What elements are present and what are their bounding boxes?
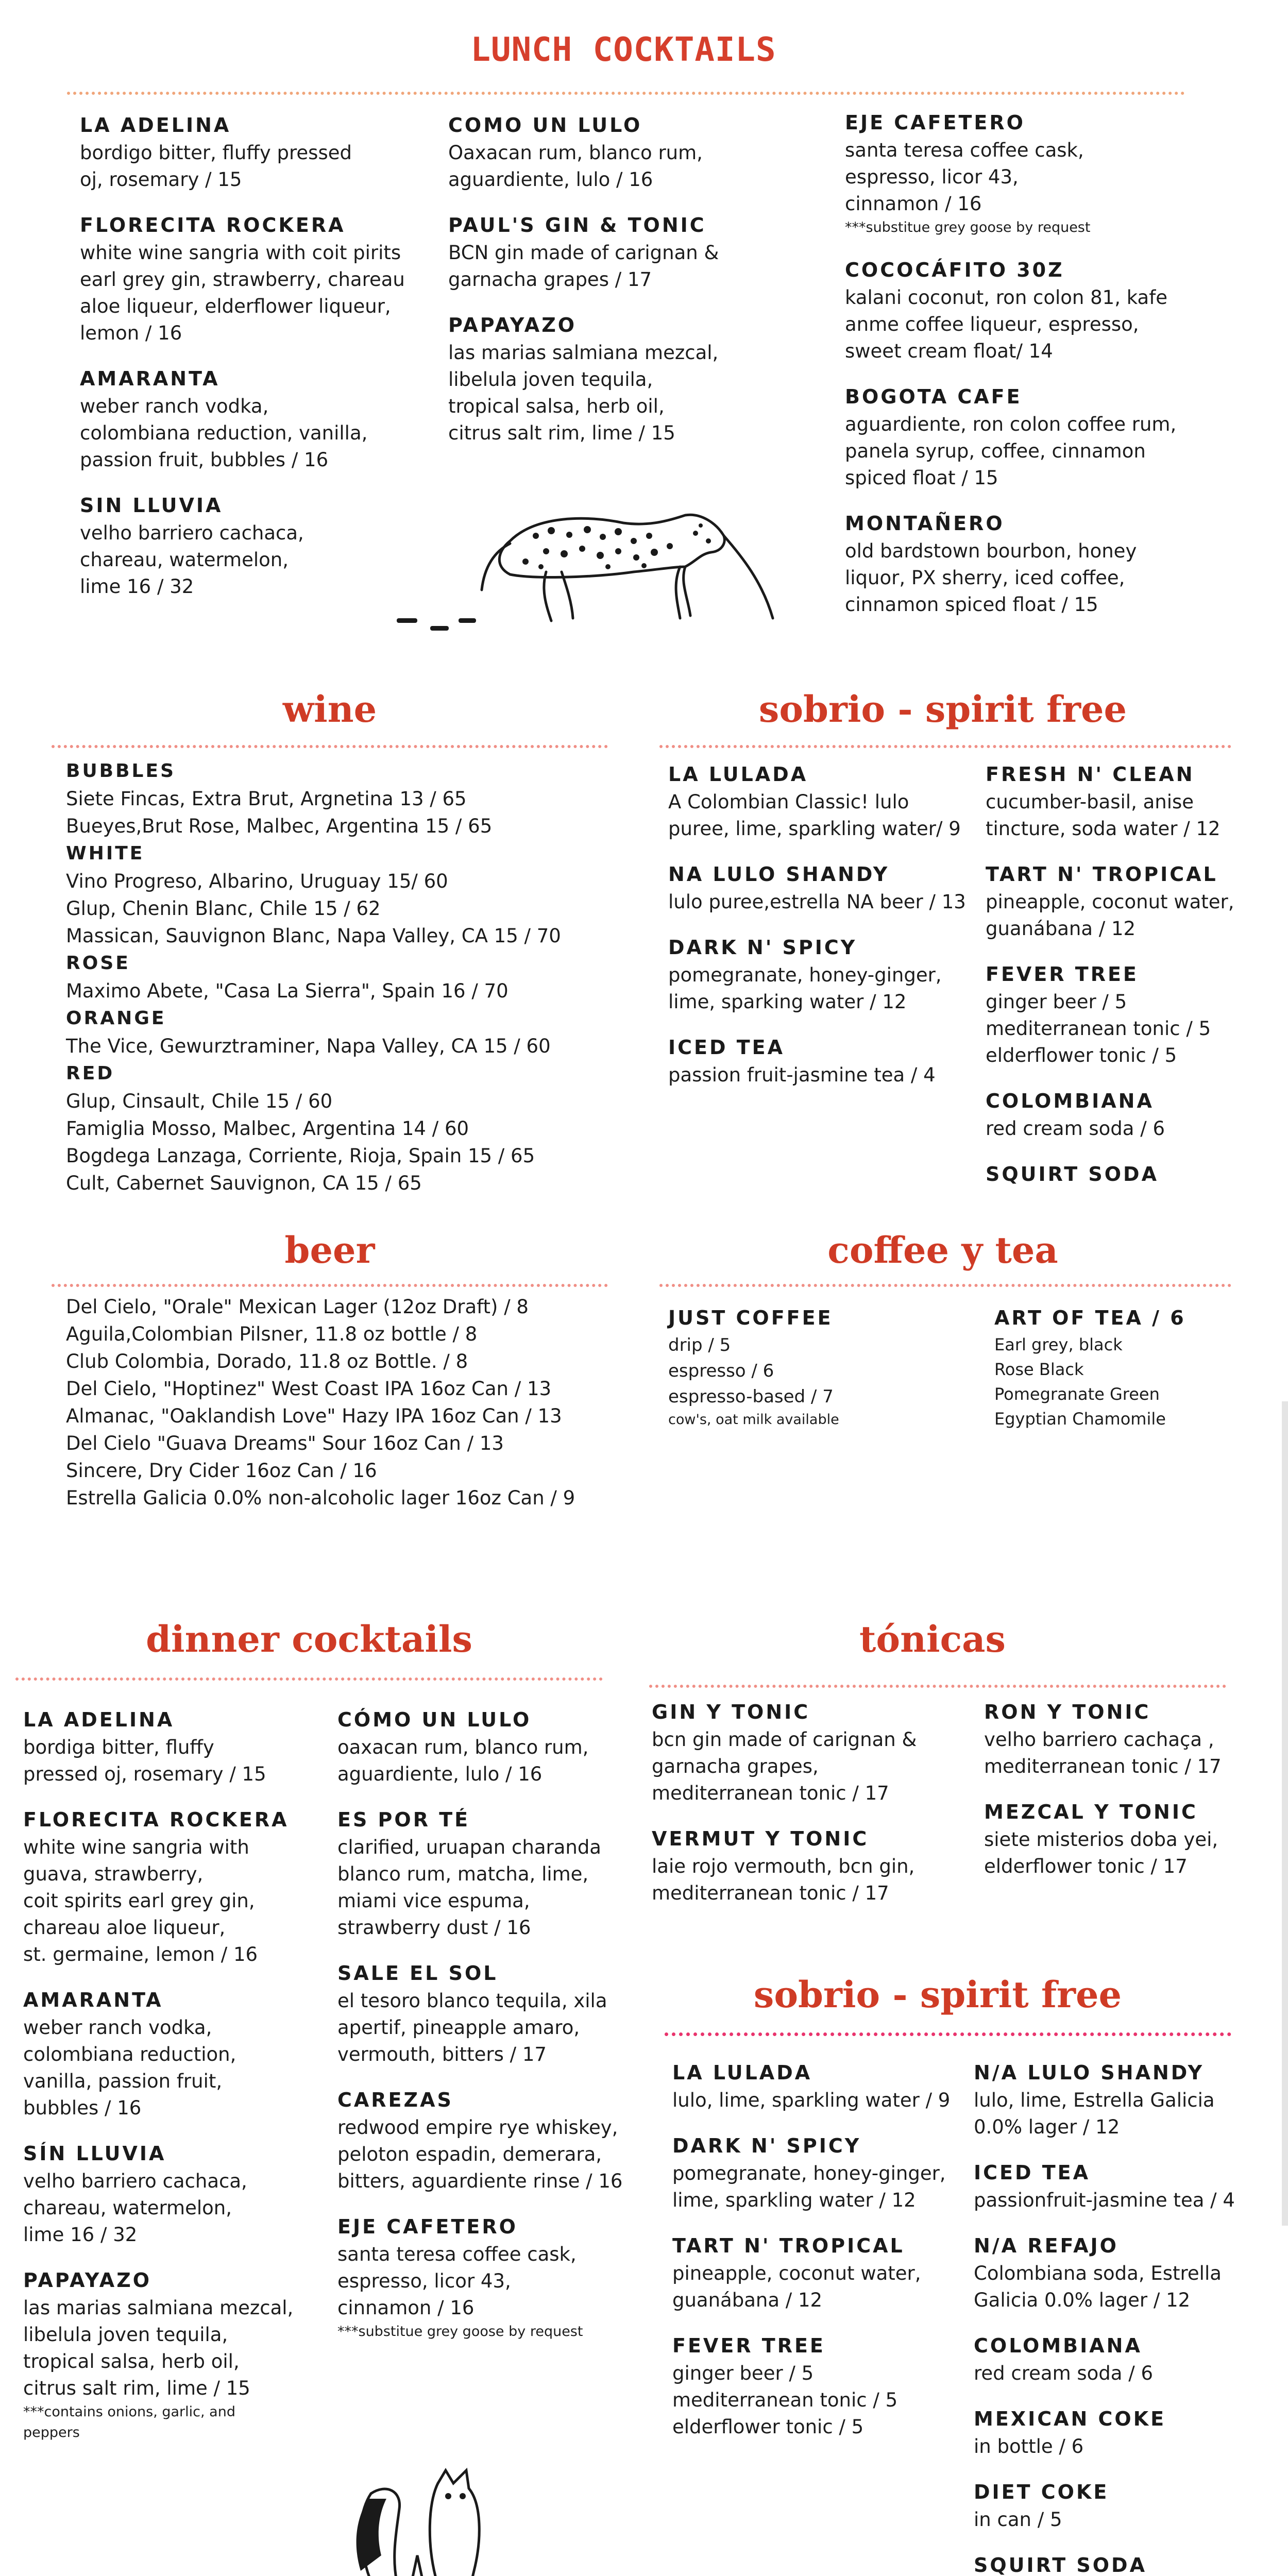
menu-item-n-a-refajo <box>974 2231 1262 2314</box>
menu-item-dark-n-spicy <box>672 2131 981 2214</box>
item-description: aguardiente, ron colon coffee rum, panela syrup, coffee, cinnamon spiced float / 15 <box>845 413 1177 489</box>
item-description: velho barriero cachaca, chareau, watermelon, lime 16 / 32 <box>23 2170 247 2246</box>
wine-divider-1 <box>52 745 608 748</box>
tonicas-col-2 <box>984 1698 1273 1897</box>
wine-line: The Vice, Gewurztraminer, Napa Valley, CA 15 / 60 <box>66 1035 551 1057</box>
item-description: lulo, lime, sparkling water / 9 <box>672 2089 951 2111</box>
item-name: EJE CAFETERO <box>845 111 1025 134</box>
item-name: FRESH N' CLEAN <box>986 763 1195 786</box>
menu-item-colombiana <box>986 1087 1253 1142</box>
menu-item-gin-y-tonic <box>652 1698 981 1807</box>
item-name: VERMUT Y TONIC <box>652 1827 869 1850</box>
menu-item-eje-cafetero <box>337 2212 657 2342</box>
menu-item-vermut-y-tonic <box>652 1824 981 1907</box>
item-name: CÓMO UN LULO <box>337 1708 532 1731</box>
item-name: SQUIRT SODA <box>974 2554 1147 2576</box>
wine-category: ORANGE <box>66 1008 166 1029</box>
lunch-divider <box>67 92 1185 95</box>
item-name: N/A REFAJO <box>974 2234 1118 2257</box>
item-description: santa teresa coffee cask, espresso, licor 43, cinnamon / 16 <box>337 2243 577 2319</box>
dinner-col-1 <box>23 1705 343 2461</box>
menu-item-florecita-rockera <box>80 211 430 347</box>
item-description: white wine sangria with guava, strawberry, coit spirits earl grey gin, chareau aloe liqueur, st. germaine, lemon / 16 <box>23 1836 258 1965</box>
item-description: siete misterios doba yei, elderflower tonic / 17 <box>984 1828 1218 1877</box>
coffee-divider <box>659 1284 1231 1287</box>
tonicas-title: tónicas <box>859 1618 1006 1660</box>
item-name: ES POR TÉ <box>337 1808 470 1831</box>
menu-item-c-mo-un-lulo <box>337 1705 657 1788</box>
item-name: FEVER TREE <box>672 2334 825 2357</box>
item-description: kalani coconut, ron colon 81, kafe anme coffee liqueur, espresso, sweet cream float/ 14 <box>845 286 1167 362</box>
menu-item-fever-tree <box>672 2331 981 2441</box>
item-name: AMARANTA <box>80 367 220 390</box>
menu-item-como-un-lulo <box>448 111 819 193</box>
item-description: bcn gin made of carignan & garnacha grapes, mediterranean tonic / 17 <box>652 1728 917 1804</box>
item-name: PAPAYAZO <box>23 2269 152 2292</box>
item-description: velho barriero cachaça , mediterranean tonic / 17 <box>984 1728 1222 1777</box>
wine-title-1: wine <box>282 688 377 731</box>
item-name: LA ADELINA <box>80 114 231 137</box>
item-description: lulo puree,estrella NA beer / 13 <box>668 891 966 913</box>
menu-item-na-lulo-shandy <box>668 860 988 916</box>
item-name: DARK N' SPICY <box>668 936 857 959</box>
item-description: white wine sangria with coit pirits earl grey gin, strawberry, chareau aloe liqueur, elderflower liqueur, lemon / 16 <box>80 242 405 344</box>
coffee-col-1 <box>668 1303 988 1430</box>
item-name: SÍN LLUVIA <box>23 2142 166 2165</box>
page-edge-shadow <box>1282 1401 1288 2226</box>
menu-item-la-lulada <box>668 760 988 842</box>
menu-item-dark-n-spicy <box>668 933 988 1015</box>
item-description: Oaxacan rum, blanco rum, aguardiente, lulo / 16 <box>448 142 703 191</box>
item-note: ***contains onions, garlic, and peppers <box>23 2404 235 2441</box>
item-name: DIET COKE <box>974 2481 1109 2503</box>
item-name: SQUIRT SODA <box>986 1163 1159 1185</box>
lunch-title: LUNCH COCKTAILS <box>470 31 776 69</box>
item-name: GIN Y TONIC <box>652 1701 810 1723</box>
coffee-desc: drip / 5 espresso / 6 espresso-based / 7 <box>668 1335 834 1407</box>
item-description: el tesoro blanco tequila, xila apertif, pineapple amaro, vermouth, bitters / 17 <box>337 1990 607 2065</box>
dinner-title: dinner cocktails <box>146 1618 472 1660</box>
item-name: RON Y TONIC <box>984 1701 1151 1723</box>
item-name: EJE CAFETERO <box>337 2215 518 2238</box>
tonicas-col-1 <box>652 1698 981 1924</box>
item-description: lulo, lime, Estrella Galicia 0.0% lager / 12 <box>974 2089 1215 2138</box>
beer-list-1 <box>66 1293 658 1512</box>
beer-line: Del Cielo, "Hoptinez" West Coast IPA 16oz Can / 13 <box>66 1378 552 1400</box>
wine-line: Glup, Chenin Blanc, Chile 15 / 62 <box>66 897 381 920</box>
item-name: MEXICAN COKE <box>974 2408 1166 2430</box>
item-name: NA LULO SHANDY <box>668 863 890 886</box>
lunch-col-1 <box>80 111 430 618</box>
item-name: MONTAÑERO <box>845 512 1005 535</box>
item-name: SIN LLUVIA <box>80 494 223 517</box>
menu-item-ron-y-tonic <box>984 1698 1273 1780</box>
wine-line: Bueyes,Brut Rose, Malbec, Argentina 15 / 65 <box>66 815 493 837</box>
item-name: TART N' TROPICAL <box>672 2234 905 2257</box>
item-description: weber ranch vodka, colombiana reduction, vanilla, passion fruit, bubbles / 16 <box>23 2016 236 2119</box>
item-name: COLOMBIANA <box>986 1090 1154 1112</box>
wine-category: WHITE <box>66 843 145 864</box>
beer-line: Almanac, "Oaklandish Love" Hazy IPA 16oz Can / 13 <box>66 1405 562 1427</box>
item-description: Colombiana soda, Estrella Galicia 0.0% lager / 12 <box>974 2262 1222 2311</box>
menu-item-iced-tea <box>974 2158 1262 2214</box>
item-description: pineapple, coconut water, guanábana / 12 <box>986 891 1234 940</box>
item-description: red cream soda / 6 <box>986 1117 1165 1140</box>
sobrio-title-1: sobrio - spirit free <box>758 688 1127 731</box>
beer-line: Aguila,Colombian Pilsner, 11.8 oz bottle / 8 <box>66 1323 478 1345</box>
item-name: TART N' TROPICAL <box>986 863 1218 886</box>
sobrio2-col-2 <box>974 2058 1262 2576</box>
item-name: AMARANTA <box>23 1989 163 2011</box>
item-name: CAREZAS <box>337 2089 453 2111</box>
item-description: las marias salmiana mezcal, libelula joven tequila, tropical salsa, herb oil, citrus salt rim, lime / 15 <box>448 342 719 444</box>
wine-line: Massican, Sauvignon Blanc, Napa Valley, CA 15 / 70 <box>66 925 561 947</box>
item-name: ICED TEA <box>668 1036 785 1059</box>
wine-line: Glup, Cinsault, Chile 15 / 60 <box>66 1090 333 1112</box>
item-description: passion fruit-jasmine tea / 4 <box>668 1064 936 1086</box>
coffee-title: coffee y tea <box>827 1229 1058 1272</box>
menu-item-iced-tea <box>668 1033 988 1089</box>
wine-line: Vino Progreso, Albarino, Uruguay 15/ 60 <box>66 870 448 892</box>
item-description: cucumber-basil, anise tincture, soda water / 12 <box>986 791 1221 840</box>
item-description: passionfruit-jasmine tea / 4 <box>974 2189 1235 2211</box>
wine-category: RED <box>66 1063 115 1084</box>
item-description: pomegranate, honey-ginger, lime, sparkling water / 12 <box>672 2162 946 2211</box>
sobrio2-col-1 <box>672 2058 981 2458</box>
menu-item-tart-n-tropical <box>672 2231 981 2314</box>
item-description: bordigo bitter, fluffy pressed oj, rosemary / 15 <box>80 142 352 191</box>
menu-item-fresh-n-clean <box>986 760 1253 842</box>
menu-item-diet-coke <box>974 2478 1262 2533</box>
wine-category: ROSE <box>66 953 130 974</box>
item-description: santa teresa coffee cask, espresso, licor 43, cinnamon / 16 <box>845 139 1084 215</box>
item-name: BOGOTA CAFE <box>845 385 1022 408</box>
item-description: bordiga bitter, fluffy pressed oj, rosemary / 15 <box>23 1736 266 1785</box>
coffee-name: JUST COFFEE <box>668 1307 833 1329</box>
menu-item-fever-tree <box>986 960 1253 1069</box>
beer-title-1: beer <box>284 1229 375 1272</box>
sobrio-divider-1 <box>659 745 1231 748</box>
jaguar-illustration <box>392 495 783 644</box>
menu-item-cococ-fito-30z <box>845 256 1236 365</box>
coffee-col-2 <box>994 1303 1262 1431</box>
item-description: velho barriero cachaca, chareau, watermelon, lime 16 / 32 <box>80 522 304 598</box>
item-name: FLORECITA ROCKERA <box>23 1808 289 1831</box>
beer-line: Del Cielo "Guava Dreams" Sour 16oz Can / 13 <box>66 1432 504 1454</box>
item-name: PAUL'S GIN & TONIC <box>448 214 706 236</box>
wine-line: Bogdega Lanzaga, Corriente, Rioja, Spain 15 / 65 <box>66 1145 535 1167</box>
menu-item-paul-s-gin-tonic <box>448 211 819 293</box>
menu-item-monta-ero <box>845 509 1236 618</box>
item-description: ginger beer / 5 mediterranean tonic / 5 elderflower tonic / 5 <box>986 991 1211 1066</box>
item-description: pomegranate, honey-ginger, lime, sparking water / 12 <box>668 964 942 1013</box>
tea-name: ART OF TEA / 6 <box>994 1307 1186 1329</box>
sobrio-title-2: sobrio - spirit free <box>753 1973 1122 2016</box>
item-name: COCOCÁFITO 30Z <box>845 259 1064 281</box>
lunch-col-2 <box>448 111 819 464</box>
item-description: red cream soda / 6 <box>974 2362 1153 2384</box>
menu-item-colombiana <box>974 2331 1262 2387</box>
item-description: las marias salmiana mezcal, libelula joven tequila, tropical salsa, herb oil, citrus salt rim, lime / 15 <box>23 2297 294 2399</box>
item-description: clarified, uruapan charanda blanco rum, matcha, lime, miami vice espuma, strawberry dust / 16 <box>337 1836 601 1939</box>
item-name: MEZCAL Y TONIC <box>984 1801 1198 1823</box>
beer-line: Sincere, Dry Cider 16oz Can / 16 <box>66 1460 377 1482</box>
item-description: in can / 5 <box>974 2509 1062 2531</box>
item-name: PAPAYAZO <box>448 314 577 336</box>
item-description: redwood empire rye whiskey, peloton espadin, demerara, bitters, aguardiente rinse / 16 <box>337 2116 623 2192</box>
sobrio1-col-1 <box>668 760 988 1106</box>
item-description: A Colombian Classic! lulo puree, lime, sparkling water/ 9 <box>668 791 961 840</box>
item-description: old bardstown bourbon, honey liquor, PX sherry, iced coffee, cinnamon spiced float / 15 <box>845 540 1137 616</box>
item-name: DARK N' SPICY <box>672 2134 861 2157</box>
item-description: laie rojo vermouth, bcn gin, mediterranean tonic / 17 <box>652 1855 915 1904</box>
menu-item-s-n-lluvia <box>23 2139 343 2248</box>
wine-line: Famiglia Mosso, Malbec, Argentina 14 / 60 <box>66 1117 469 1140</box>
item-description: oaxacan rum, blanco rum, aguardiente, lulo / 16 <box>337 1736 589 1785</box>
dinner-col-2 <box>337 1705 657 2360</box>
menu-item-sin-lluvia <box>80 491 430 600</box>
menu-item-n-a-lulo-shandy <box>974 2058 1262 2141</box>
menu-item-sale-el-sol <box>337 1959 657 2068</box>
menu-item-mezcal-y-tonic <box>984 1798 1273 1880</box>
wine-line: Maximo Abete, "Casa La Sierra", Spain 16 / 70 <box>66 980 509 1002</box>
tea-desc: Earl grey, black Rose Black Pomegranate Green Egyptian Chamomile <box>994 1335 1166 1429</box>
menu-item-amaranta <box>23 1986 343 2122</box>
sobrio-divider-2 <box>665 2032 1231 2036</box>
menu-item-squirt-soda <box>974 2551 1262 2576</box>
wine-line: Cult, Cabernet Sauvignon, CA 15 / 65 <box>66 1172 422 1194</box>
item-note: ***substitue grey goose by request <box>845 219 1091 235</box>
item-name: ICED TEA <box>974 2161 1091 2184</box>
menu-item-la-adelina <box>23 1705 343 1788</box>
item-description: BCN gin made of carignan & garnacha grapes / 17 <box>448 242 719 291</box>
tonicas-divider <box>649 1685 1226 1688</box>
menu-item-tart-n-tropical <box>986 860 1253 942</box>
item-name: FLORECITA ROCKERA <box>80 214 346 236</box>
bird-and-cat-illustration <box>340 2463 510 2576</box>
menu-item-mexican-coke <box>974 2404 1262 2460</box>
wine-category: BUBBLES <box>66 760 176 782</box>
menu-item-la-lulada <box>672 2058 981 2114</box>
menu-item-la-adelina <box>80 111 430 193</box>
beer-line: Del Cielo, "Orale" Mexican Lager (12oz Draft) / 8 <box>66 1296 529 1318</box>
item-description: pineapple, coconut water, guanábana / 12 <box>672 2262 921 2311</box>
wine-list-1 <box>66 757 658 1197</box>
sobrio1-col-2 <box>986 760 1253 1206</box>
item-name: N/A LULO SHANDY <box>974 2061 1205 2084</box>
item-description: ginger beer / 5 mediterranean tonic / 5 elderflower tonic / 5 <box>672 2362 898 2438</box>
item-name: FEVER TREE <box>986 963 1139 986</box>
beer-line: Club Colombia, Dorado, 11.8 oz Bottle. / 8 <box>66 1350 468 1372</box>
item-name: COMO UN LULO <box>448 114 642 137</box>
item-description: in bottle / 6 <box>974 2435 1084 2458</box>
wine-line: Siete Fincas, Extra Brut, Argnetina 13 / 65 <box>66 788 467 810</box>
menu-item-papayazo <box>448 311 819 447</box>
dinner-divider <box>15 1677 603 1681</box>
beer-line: Estrella Galicia 0.0% non-alcoholic lager 16oz Can / 9 <box>66 1487 575 1509</box>
menu-item-es-por-t <box>337 1805 657 1941</box>
menu-item-bogota-cafe <box>845 382 1236 492</box>
item-name: LA LULADA <box>668 763 808 786</box>
item-description: weber ranch vodka, colombiana reduction, vanilla, passion fruit, bubbles / 16 <box>80 395 368 471</box>
coffee-note: cow's, oat milk available <box>668 1412 839 1428</box>
lunch-col-3 <box>845 108 1236 636</box>
item-name: SALE EL SOL <box>337 1962 498 1985</box>
menu-item-carezas <box>337 2086 657 2195</box>
item-name: LA ADELINA <box>23 1708 175 1731</box>
menu-item-florecita-rockera <box>23 1805 343 1968</box>
item-note: ***substitue grey goose by request <box>337 2324 583 2340</box>
menu-item-squirt-soda <box>986 1160 1253 1189</box>
item-name: LA LULADA <box>672 2061 812 2084</box>
menu-item-papayazo <box>23 2266 343 2443</box>
beer-divider-1 <box>52 1284 608 1287</box>
item-name: COLOMBIANA <box>974 2334 1142 2357</box>
menu-item-amaranta <box>80 364 430 473</box>
menu-item-eje-cafetero <box>845 108 1236 238</box>
